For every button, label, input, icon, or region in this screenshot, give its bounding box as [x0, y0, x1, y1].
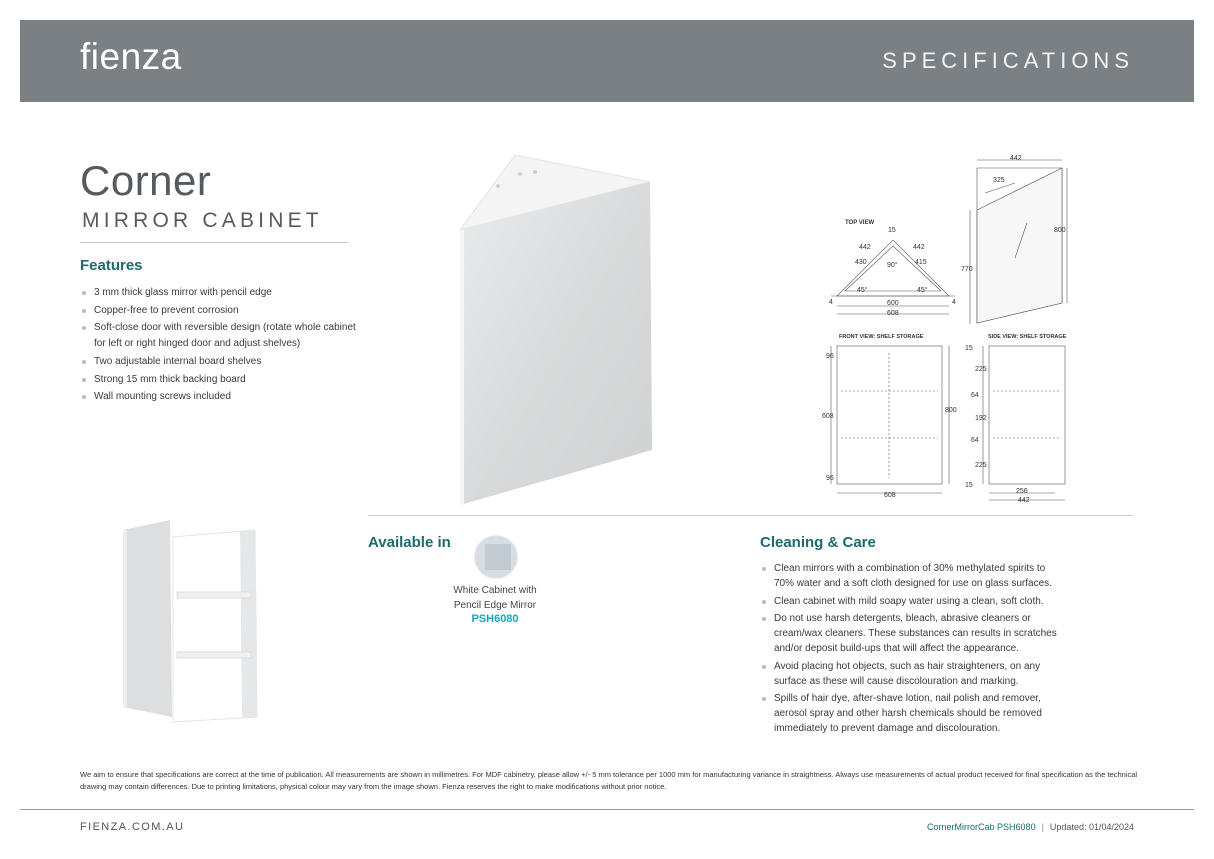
top-dim-4-left: 4: [829, 299, 833, 306]
sv-dim-64-top: 64: [971, 392, 979, 399]
top-dim-600: 600: [887, 300, 899, 307]
front-dim-96-bottom: 96: [826, 475, 834, 482]
side-view-label: SIDE VIEW: SHELF STORAGE: [988, 334, 1067, 340]
footer-website-link[interactable]: FIENZA.COM.AU: [80, 821, 185, 833]
product-image-open: [115, 512, 275, 732]
top-dim-45-left: 45°: [857, 287, 868, 294]
side-dim-442: 442: [1010, 155, 1022, 162]
feature-item: Two adjustable internal board shelves: [80, 354, 370, 370]
sv-dim-192: 192: [975, 415, 987, 422]
sv-dim-225-top: 225: [975, 366, 987, 373]
front-dim-608-bottom: 608: [884, 492, 896, 499]
top-dim-608: 608: [887, 310, 899, 317]
side-dim-770: 770: [961, 266, 973, 273]
top-dim-45-right: 45°: [917, 287, 928, 294]
fienza-logo: fienza: [80, 36, 182, 77]
front-dim-96-top: 96: [826, 353, 834, 360]
front-view-label: FRONT VIEW: SHELF STORAGE: [839, 334, 924, 340]
swatch-label-line2: Pencil Edge Mirror: [453, 600, 537, 611]
feature-item: Copper-free to prevent corrosion: [80, 303, 370, 319]
disclaimer: We aim to ensure that specifications are correct at the time of publication. All measurements are shown in millimetres. For MDF cabinetry, please allow +/- 5 mm tolerance per 1000 mm for manufacturing variance in straightness. Always use measurements of actual product received for final specification as the technical drawing may contain differences. Due to printing limitations, physical colour may vary from the image shown. Fienza reserves the right to make modifications without prior notice.: [80, 770, 1138, 791]
top-view-label: TOP VIEW: [845, 220, 875, 226]
product-title: Corner: [80, 157, 212, 204]
feature-item: Wall mounting screws included: [80, 389, 370, 405]
front-dim-800: 800: [945, 407, 957, 414]
swatch-label: [440, 583, 550, 613]
care-item: Avoid placing hot objects, such as hair straighteners, on any surface as these will cause discolouration and marking.: [760, 659, 1060, 689]
care-item: Spills of hair dye, after-shave lotion, nail polish and remover, aerosol spray and other harsh chemicals should be removed immediately to prevent damage and discolouration.: [760, 691, 1060, 736]
top-dim-4-right: 4: [952, 299, 956, 306]
sv-dim-442: 442: [1018, 497, 1030, 504]
sv-dim-15-bottom: 15: [965, 482, 973, 489]
feature-item: Soft-close door with reversible design (rotate whole cabinet for left or right hinged door and adjust shelves): [80, 320, 370, 352]
top-dim-442-right: 442: [913, 244, 925, 251]
top-dim-430: 430: [855, 259, 867, 266]
features-heading: Features: [80, 257, 143, 274]
swatch-label-line1: White Cabinet with: [453, 585, 537, 596]
sv-dim-15-top: 15: [965, 345, 973, 352]
available-heading: Available in: [368, 534, 451, 551]
footer-separator: |: [1041, 822, 1044, 832]
feature-item: 3 mm thick glass mirror with pencil edge: [80, 285, 370, 301]
section-divider: [368, 515, 1133, 516]
top-dim-442-left: 442: [859, 244, 871, 251]
product-image-closed: [440, 150, 670, 510]
top-dim-90deg: 90°: [887, 262, 898, 269]
doc-reference: CornerMirrorCab PSH6080: [927, 822, 1036, 832]
updated-date: Updated: 01/04/2024: [1049, 822, 1134, 832]
feature-item: Strong 15 mm thick backing board: [80, 372, 370, 388]
care-item: Clean cabinet with mild soapy water using a clean, soft cloth.: [760, 594, 1060, 609]
footer-divider: [20, 809, 1194, 810]
sv-dim-225-bottom: 225: [975, 462, 987, 469]
sv-dim-256: 256: [1016, 488, 1028, 495]
care-list: [760, 561, 1060, 739]
top-dim-415: 415: [915, 259, 927, 266]
product-subtitle: MIRROR CABINET: [82, 209, 323, 232]
front-dim-608-side: 608: [822, 413, 834, 420]
care-item: Do not use harsh detergents, bleach, abrasive cleaners or cream/wax cleaners. These substances can results in scratches and/or deposit build-ups that will affect the appearance.: [760, 611, 1060, 656]
features-list: [80, 285, 370, 407]
footer-doc-info: [927, 822, 1134, 832]
title-divider: [80, 242, 348, 243]
finish-swatch: [474, 535, 518, 579]
sv-dim-64-bottom: 64: [971, 437, 979, 444]
care-heading: Cleaning & Care: [760, 534, 876, 551]
side-dim-325: 325: [993, 177, 1005, 184]
product-code: PSH6080: [471, 613, 519, 625]
technical-drawings: [815, 148, 1135, 508]
swatch-fill: [485, 544, 511, 570]
top-dim-15: 15: [888, 227, 896, 234]
care-item: Clean mirrors with a combination of 30% methylated spirits to 70% water and a soft cloth designed for use on glass surfaces.: [760, 561, 1060, 591]
section-label: SPECIFICATIONS: [882, 48, 1134, 73]
side-dim-800: 800: [1054, 227, 1066, 234]
